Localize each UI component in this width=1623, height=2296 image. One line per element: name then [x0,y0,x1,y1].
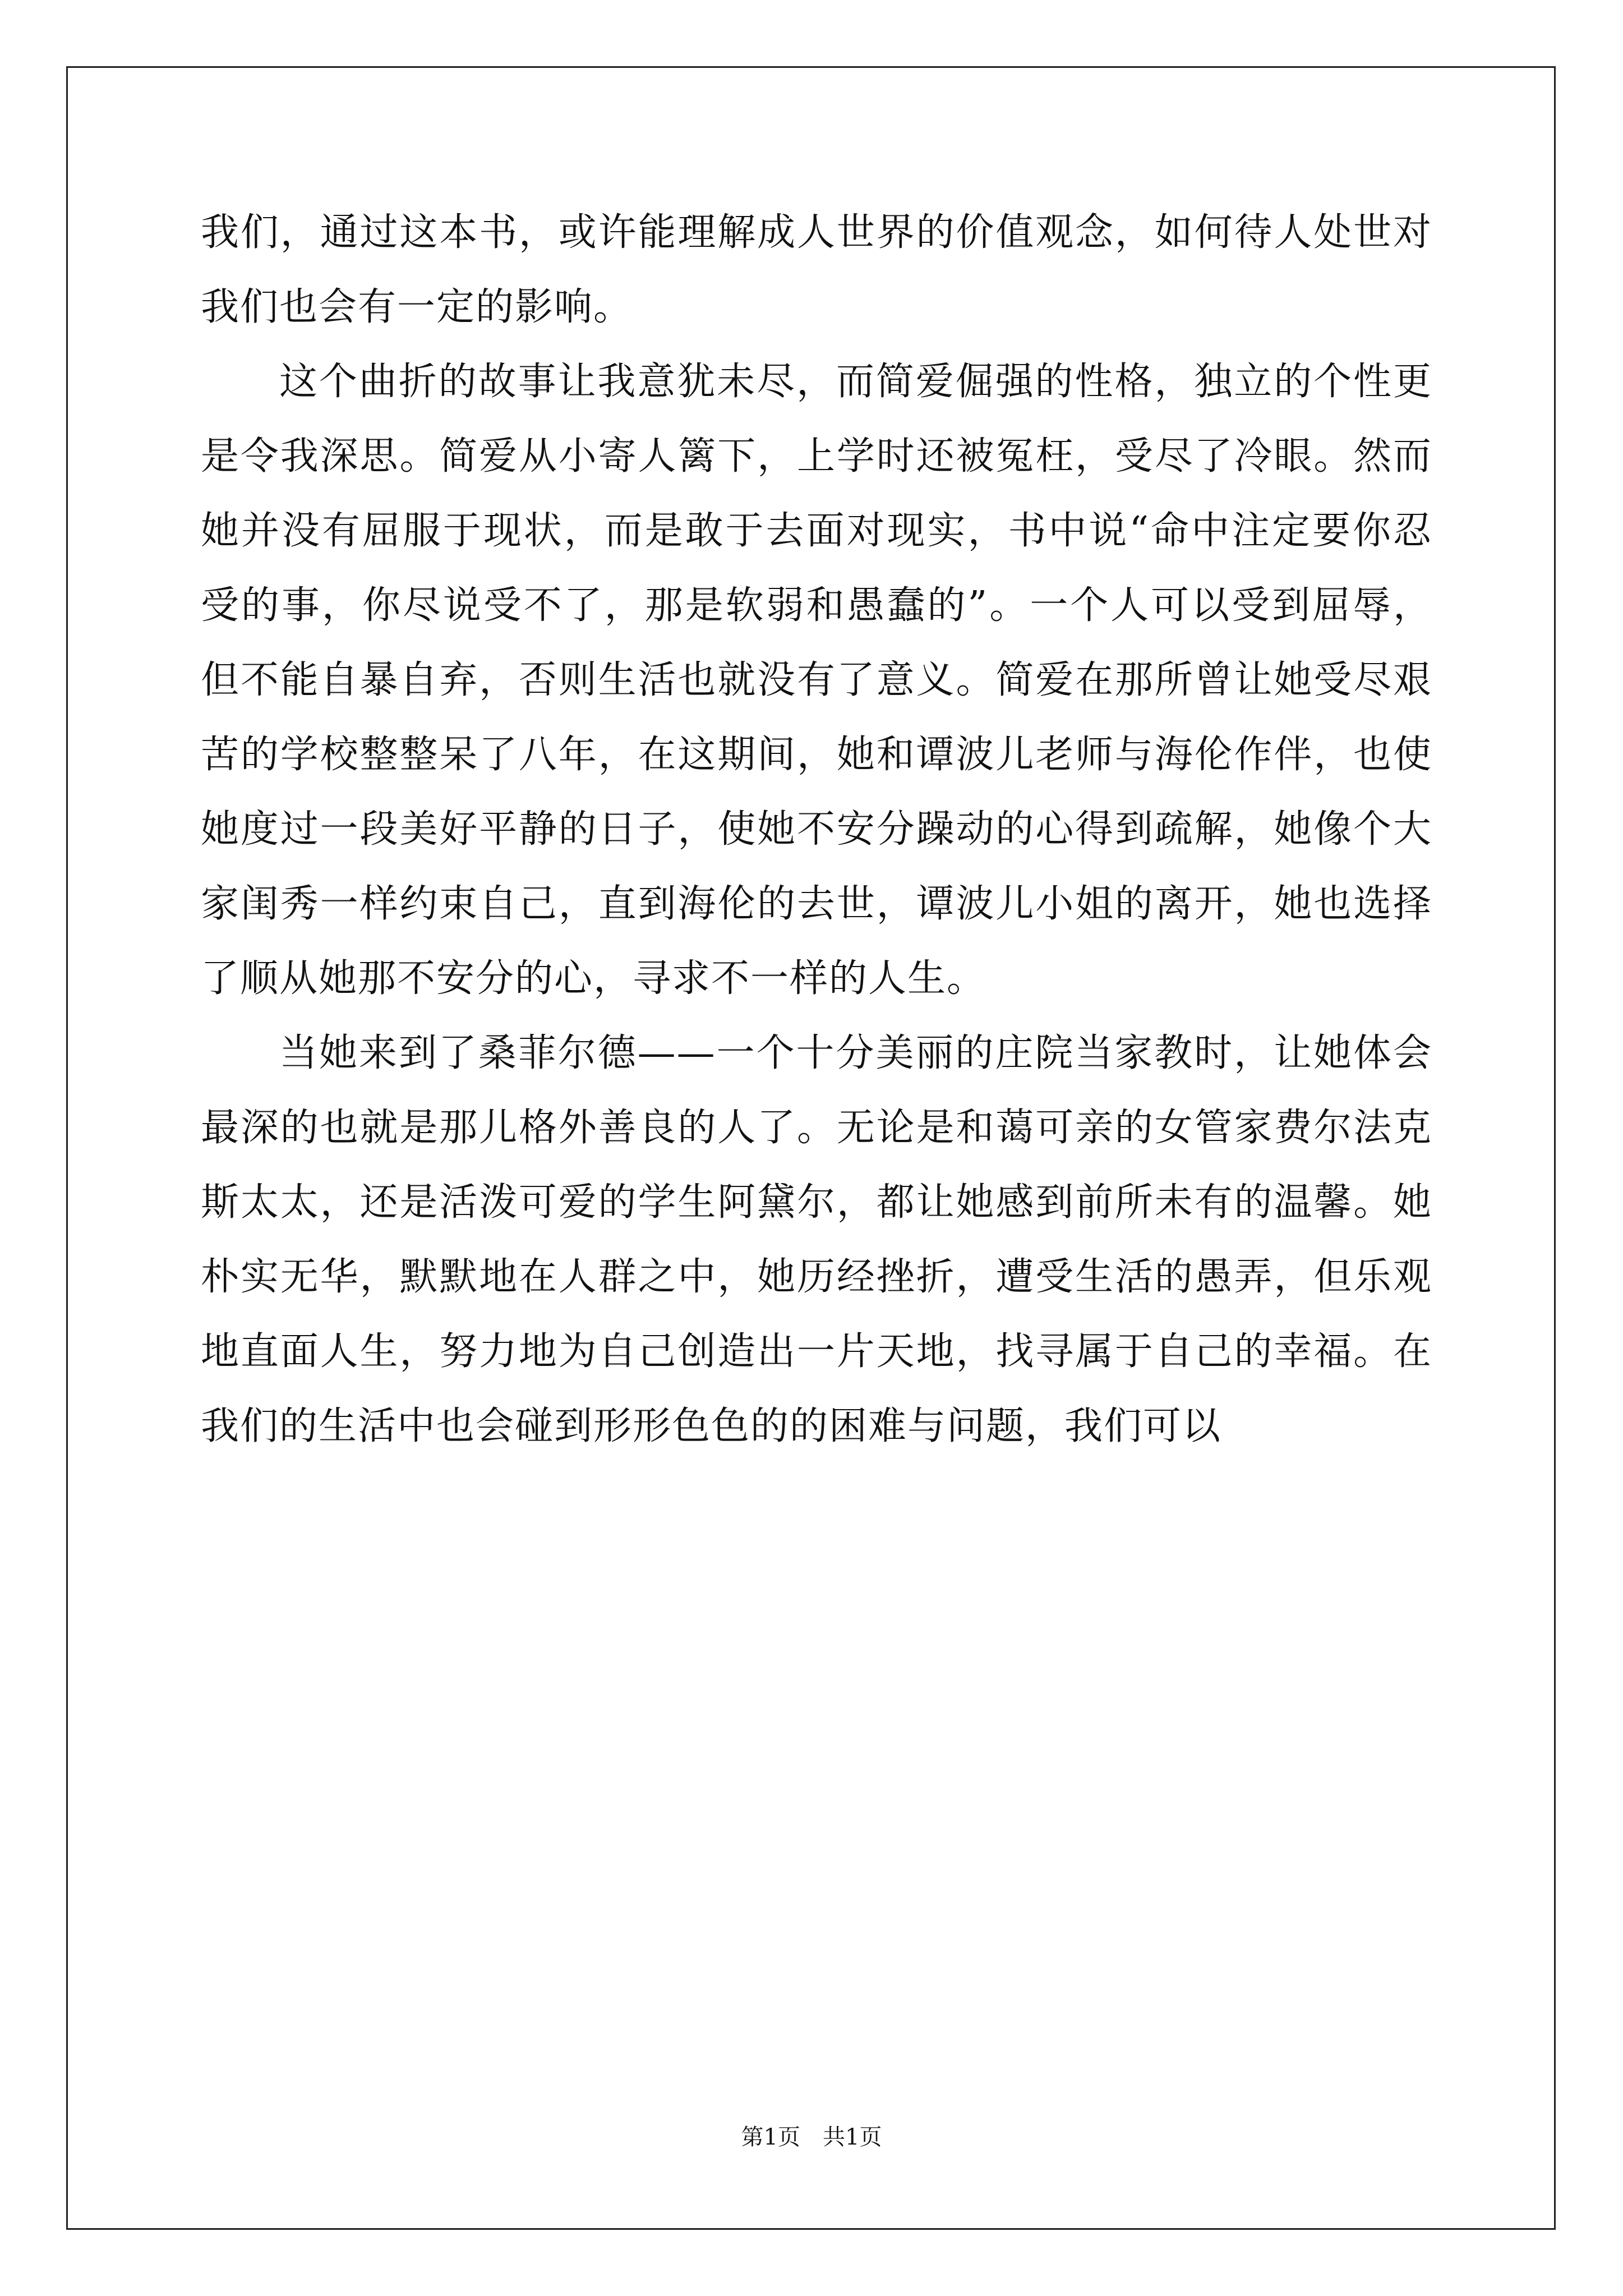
page-number-footer: 第1页 共1页 [741,2124,882,2150]
document-body [201,195,1432,1464]
paragraph-2: 这个曲折的故事让我意犹未尽，而简爱倔强的性格，独立的个性更是令我深思。简爱从小寄人篱下，上学时还被冤枉，受尽了冷眼。然而她并没有屈服于现状，而是敢于去面对现实，书中说“命中注定要你忍受的事，你尽说受不了，那是软弱和愚蠢的”。一个人可以受到屈辱，但不能自暴自弃，否则生活也就没有了意义。简爱在那所曾让她受尽艰苦的学校整整呆了八年，在这期间，她和谭波儿老师与海伦作伴，也使她度过一段美好平静的日子，使她不安分躁动的心得到疏解，她像个大家闺秀一样约束自己，直到海伦的去世，谭波儿小姐的离开，她也选择了顺从她那不安分的心，寻求不一样的人生。 [201,360,1432,1001]
paragraph-3: 当她来到了桑菲尔德——一个十分美丽的庄院当家教时，让她体会最深的也就是那儿格外善良的人了。无论是和蔼可亲的女管家费尔法克斯太太，还是活泼可爱的学生阿黛尔，都让她感到前所未有的温馨。她朴实无华，默默地在人群之中，她历经挫折，遭受生活的愚弄，但乐观地直面人生，努力地为自己创造出一片天地，找寻属于自己的幸福。在我们的生活中也会碰到形形色色的的困难与问题，我们可以 [201,1031,1432,1448]
paragraph-1: 我们，通过这本书，或许能理解成人世界的价值观念，如何待人处世对我们也会有一定的影响。 [201,210,1432,329]
